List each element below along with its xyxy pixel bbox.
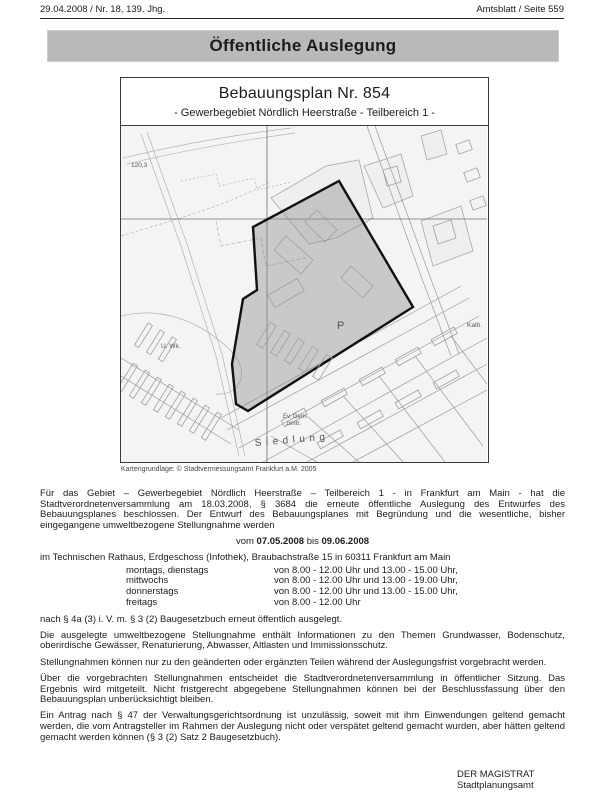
display-period (40, 537, 565, 548)
opening-days: freitags (126, 596, 158, 608)
period-prefix: vom (235, 536, 254, 548)
table-row (126, 598, 565, 609)
paragraph-comments: Stellungnahmen können nur zu den geänderten oder ergänzten Teilen während der Auslegungsfrist vorgebracht werden. (40, 656, 547, 668)
period-start-date: 07.05.2008 (256, 536, 305, 548)
map-label-evgem-2: zentr. (286, 421, 301, 427)
period-connector: bis (306, 536, 319, 548)
page-reference: Amtsblatt / Seite 559 (476, 4, 564, 15)
plan-title: Bebauungsplan Nr. 854 (218, 85, 391, 102)
map-label-elevation: 120,3 (131, 162, 148, 169)
paragraph-legal-basis: nach § 4a (3) i. V. m. § 3 (2) Baugesetzbuch erneut öffentlich ausgelegt. (40, 613, 343, 625)
period-end-date: 09.06.2008 (321, 536, 370, 548)
paragraph-resolution: Für das Gebiet – Gewerbegebiet Nördlich Heerstraße – Teilbereich 1 - in Frankfurt am Main - hat die Stadtverordnetenversammlung am 18.03.2008, § 3684 die erneute öffentliche Auslegung des Entwurfes des Bebauungsplanes beschlossen. Der Entwurf des Bebauungsplanes mit Begründung und die wesentliche, bisher eingegangene umweltbezogene Stellungnahme werden (40, 488, 565, 532)
paragraph-location: im Technischen Rathaus, Erdgeschoss (Infothek), Braubachstraße 15 in 60311 Frankfurt am Main (40, 552, 451, 564)
map-label-siedlung: Siedlung (254, 431, 330, 449)
map-label-parking: P (337, 320, 345, 332)
opening-days: donnerstags (126, 586, 179, 598)
section-banner (47, 30, 559, 62)
opening-days: mittwochs (126, 575, 169, 587)
plan-figure (120, 77, 489, 473)
map-label-evgem-1: Ev. Gem. (283, 414, 308, 420)
map-label-uwk: U. Wk. (161, 343, 181, 350)
issue-date: 29.04.2008 / Nr. 18, 139. Jhg. (40, 4, 166, 15)
signature-block (457, 770, 534, 791)
section-title: Öffentliche Auslegung (209, 36, 397, 55)
notice-body (40, 489, 565, 749)
paragraph-decision: Über die vorgebrachten Stellungnahmen entscheidet die Stadtverordnetenversammlung in öffentlicher Sitzung. Das Ergebnis wird mitgeteilt. Nicht fristgerecht abgegebene Stellungnahmen können bei der Beschlussfassung über den Bebauungsplan unberücksichtigt bleiben. (40, 672, 565, 706)
paragraph-application: Ein Antrag nach § 47 der Verwaltungsgerichtsordnung ist unzulässig, soweit mit ihm Einwendungen geltend gemacht werden, die vom Antragsteller im Rahmen der Auslegung nicht oder verspätet geltend gemacht wurden, aber hätten geltend gemacht werden können (§ 3 (2) Satz 2 Baugesetzbuch). (40, 710, 565, 743)
signature-department: Stadtplanungsamt (457, 779, 534, 791)
plan-title-block (121, 78, 488, 126)
map-label-kath: Kath. (467, 322, 483, 329)
opening-hours: von 8.00 - 12.00 Uhr und 13.00 - 15.00 Uhr, (274, 586, 458, 598)
opening-hours: von 8.00 - 12.00 Uhr und 13.00 - 19.00 Uhr, (274, 575, 458, 587)
paragraph-environment: Die ausgelegte umweltbezogene Stellungnahme enthält Informationen zu den Themen Grundwasser, Bodenschutz, oberirdische Gewässer, Renaturierung, Abwasser, Altlasten und Immissionsschutz. (40, 629, 565, 652)
opening-hours: von 8.00 - 12.00 Uhr (274, 596, 361, 608)
opening-hours-table (126, 566, 565, 609)
map-caption: Kartengrundlage: © Stadtvermessungsamt Frankfurt a.M. 2005 (121, 466, 317, 473)
plan-map-box (120, 77, 489, 463)
site-plan-map (121, 126, 487, 462)
opening-days: montags, dienstags (126, 564, 209, 576)
plan-subtitle: - Gewerbegebiet Nördlich Heerstraße - Teilbereich 1 - (174, 107, 435, 119)
signature-authority: DER MAGISTRAT (457, 769, 535, 780)
masthead (40, 4, 564, 19)
opening-hours: von 8.00 - 12.00 Uhr und 13.00 - 15.00 Uhr, (274, 564, 458, 576)
